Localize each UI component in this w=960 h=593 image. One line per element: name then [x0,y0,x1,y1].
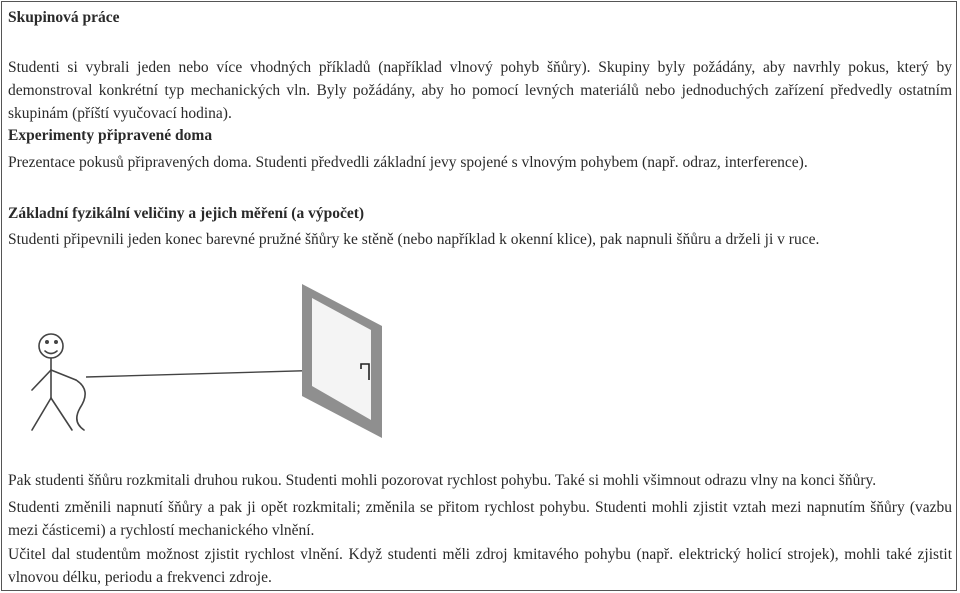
heading-home-experiments: Experimenty připravené doma [8,127,213,144]
heading-physical-quantities: Základní fyzikální veličiny a jejich měření (a výpočet) [8,205,365,222]
stick-figure [32,334,85,430]
oscillation-paragraph: Pak studenti šňůru rozkmitali druhou rukou. Studenti mohli pozorovat rychlost pohybu. Také si mohli všimnout odrazu vlny na konci šňůry. [8,472,877,489]
wave-speed-paragraph: Učitel dal studentům možnost zjistit rychlost vlnění. Když studenti měli zdroj kmitavého pohybu (např. elektrický holicí strojek), mohli také zjistit vlnovou délku, periodu a frekvenci zdroje. [8,546,952,586]
window-frame [302,284,382,438]
tension-paragraph: Studenti změnili napnutí šňůry a pak ji opět rozkmitali; změnila se přitom rychlost pohybu. Studenti mohli zjistit vztah mezi napnutím šňůry (vazbu mezi částicemi) a rychlostí mechanického vlnění. [8,499,952,539]
rope-setup-paragraph: Studenti připevnili jeden konec barevné pružné šňůry ke stěně (nebo například k okenní klice), pak napnuli šňůru a drželi ji v ruce. [8,231,820,248]
section-title: Skupinová práce [8,9,120,26]
intro-paragraph: Studenti si vybrali jeden nebo více vhodných příkladů (například vlnový pohyb šňůry). Skupiny byly požádány, aby navrhly pokus, který by demonstroval konkrétní typ mechanických vln. Byly požádány, aby ho pomocí levných materiálů nebo jednoduchých zařízení předvedly ostatním skupinám (příští vyučovací hodina). [8,59,952,122]
rope-wave-illustration [20,280,420,465]
home-experiments-paragraph: Prezentace pokusů připravených doma. Studenti předvedli základní jevy spojené s vlnovým pohybem (např. odraz, interference). [8,154,808,171]
